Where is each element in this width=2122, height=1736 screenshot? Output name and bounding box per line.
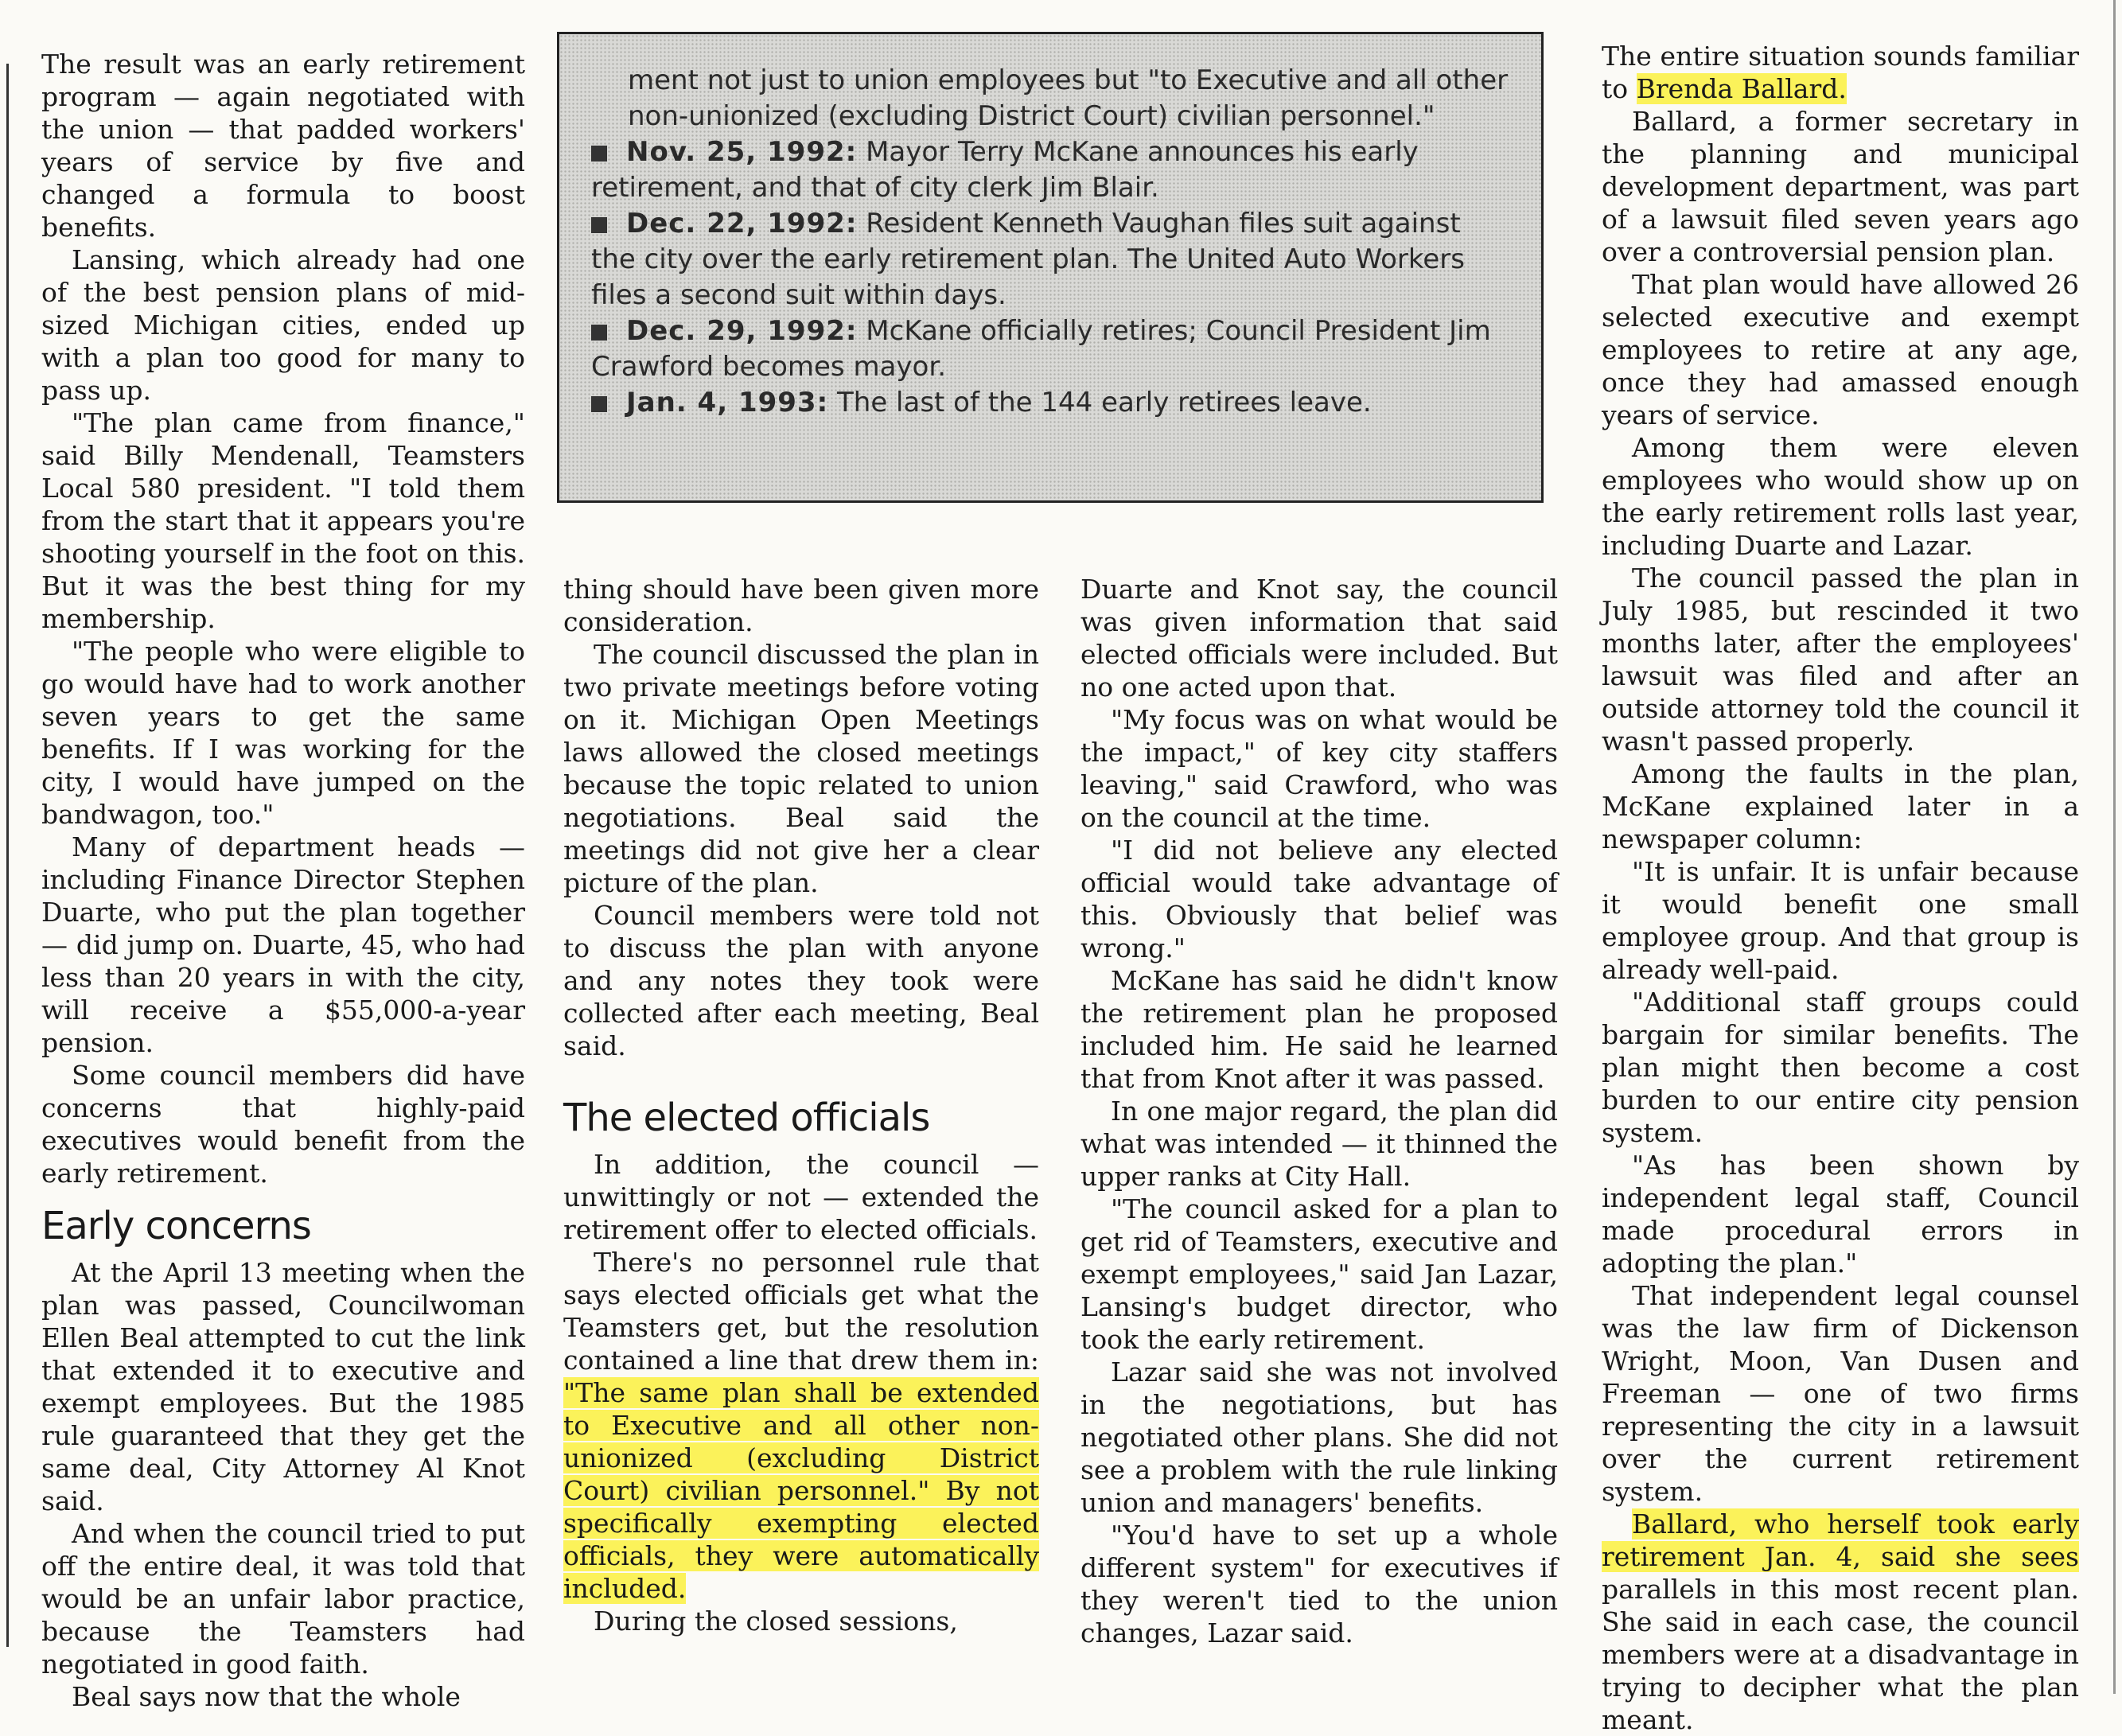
timeline-text: The last of the 144 early retirees leave.: [837, 387, 1372, 418]
paragraph: The result was an early retirement program — again negotiated with the union — that padded workers' years of service by five and changed a formula to boost benefits.: [41, 49, 525, 243]
square-bullet-icon: [591, 325, 607, 341]
paragraph: That plan would have allowed 26 selected executive and exempt employees to retire at any age, once they had amassed enough years of service.: [1602, 269, 2079, 430]
timeline-date: Dec. 22, 1992:: [626, 208, 858, 239]
paragraph: Council members were told not to discuss the plan with anyone and any notes they took were collected after each meeting, Beal said.: [563, 900, 1039, 1061]
highlighted-quote: Ballard, who herself took early retirement Jan. 4, said she sees: [1602, 1508, 2079, 1572]
paragraph: "You'd have to set up a whole different system" for executives if they weren't tied to the union changes, Lazar said.: [1080, 1520, 1558, 1648]
paragraph: "My focus was on what would be the impact," of key city staffers leaving," said Crawford, who was on the council at the time.: [1080, 704, 1558, 833]
square-bullet-icon: [591, 396, 607, 412]
timeline-text: McKane officially retires; Council President Jim Crawford becomes mayor.: [591, 315, 1491, 383]
paragraph: thing should have been given more consideration.: [563, 574, 1039, 637]
timeline-date: Nov. 25, 1992:: [626, 136, 858, 168]
section-heading: Early concerns: [41, 1204, 311, 1248]
square-bullet-icon: [591, 217, 607, 233]
paragraph-text: The entire situation sounds familiar to: [1602, 41, 2079, 104]
article-column-4: [1602, 40, 2079, 1736]
paragraph: Lazar said she was not involved in the negotiations, but has negotiated other plans. She did not see a problem with the rule linking union and managers' benefits.: [1080, 1356, 1558, 1518]
paragraph: At the April 13 meeting when the plan was passed, Councilwoman Ellen Beal attempted to cut the link that extended it to executive and exempt employees. But the 1985 rule guaranteed that they get the same deal, City Attorney Al Knot said.: [41, 1257, 525, 1516]
paragraph: Ballard, a former secretary in the planning and municipal development department, was part of a lawsuit filed seven years ago over a controversial pension plan.: [1602, 106, 2079, 267]
paragraph: Beal says now that the whole: [72, 1681, 461, 1712]
paragraph: Duarte and Knot say, the council was given information that said elected officials were included. But no one acted upon that.: [1080, 574, 1558, 703]
timeline-sidebar-box: [557, 32, 1544, 503]
paragraph: "As has been shown by independent legal staff, Council made procedural errors in adopting the plan.": [1602, 1150, 2079, 1279]
timeline-text: Resident Kenneth Vaughan files suit against the city over the early retirement plan. The United Auto Workers files a second suit within days.: [591, 208, 1465, 311]
article-column-3: [1080, 573, 1558, 1649]
paragraph: And when the council tried to put off the entire deal, it was told that would be an unfair labor practice, because the Teamsters had negotiated in good faith.: [41, 1518, 525, 1680]
timeline-date: Jan. 4, 1993:: [626, 387, 829, 418]
timeline-continuation: ment not just to union employees but "to Executive and all other non-unionized (excluding District Court) civilian personnel.": [628, 64, 1509, 132]
timeline-item: [591, 206, 1509, 313]
paragraph: "The council asked for a plan to get rid of Teamsters, executive and exempt employees," said Jan Lazar, Lansing's budget director, who took the early retirement.: [1080, 1193, 1558, 1355]
right-page-edge: [2113, 0, 2116, 1694]
paragraph: The council passed the plan in July 1985, but rescinded it two months later, after the employees' lawsuit was filed and after an outside attorney told the council it wasn't passed properly.: [1602, 562, 2079, 757]
timeline-date: Dec. 29, 1992:: [626, 315, 858, 347]
paragraph: In one major regard, the plan did what was intended — it thinned the upper ranks at City Hall.: [1080, 1096, 1558, 1192]
paragraph: Among the faults in the plan, McKane explained later in a newspaper column:: [1602, 758, 2079, 854]
paragraph: During the closed sessions,: [594, 1606, 958, 1637]
section-heading: The elected officials: [563, 1096, 930, 1140]
paragraph: In addition, the council — unwittingly or not — extended the retirement offer to elected officials.: [563, 1149, 1039, 1245]
paragraph: "Additional staff groups could bargain for similar benefits. The plan might then become a cost burden to our entire city pension system.: [1602, 987, 2079, 1148]
paragraph: [563, 1246, 1039, 1605]
paragraph: "I did not believe any elected official would take advantage of this. Obviously that belief was wrong.": [1080, 835, 1558, 963]
paragraph: McKane has said he didn't know the retirement plan he proposed included him. He said he learned that from Knot after it was passed.: [1080, 965, 1558, 1094]
article-column-1: [41, 48, 525, 1713]
paragraph: Lansing, which already had one of the best pension plans of mid-sized Michigan cities, ended up with a plan too good for many to pass up.: [41, 244, 525, 406]
highlighted-quote: "The same plan shall be extended to Executive and all other non-unionized (excluding District Court) civilian personnel." By not specifically exempting elected officials, they were automatically included.: [563, 1377, 1039, 1604]
paragraph: [1602, 40, 2079, 105]
timeline-item: [591, 385, 1509, 421]
article-column-2: [563, 573, 1039, 1637]
paragraph-text: There's no personnel rule that says elected officials get what the Teamsters get, but the resolution contained a line that drew them in:: [563, 1247, 1039, 1376]
highlighted-name: Brenda Ballard.: [1636, 73, 1847, 104]
timeline-item: [591, 313, 1509, 385]
paragraph: That independent legal counsel was the law firm of Dickenson Wright, Moon, Van Dusen and Freeman — one of two firms representing the city in a lawsuit over the current retirement system.: [1602, 1280, 2079, 1507]
paragraph-text: parallels in this most recent plan. She said in each case, the council members were at a disadvantage in trying to decipher what the plan meant.: [1602, 1574, 2079, 1735]
paragraph: The council discussed the plan in two private meetings before voting on it. Michigan Open Meetings laws allowed the closed meetings because the topic related to union negotiations. Beal said the meetings did not give her a clear picture of the plan.: [563, 639, 1039, 898]
paragraph: Among them were eleven employees who would show up on the early retirement rolls last year, including Duarte and Lazar.: [1602, 432, 2079, 561]
left-page-edge: [6, 64, 9, 1647]
paragraph: "The people who were eligible to go would have had to work another seven years to get the same benefits. If I was working for the city, I would have jumped on the bandwagon, too.": [41, 636, 525, 830]
paragraph: Some council members did have concerns that highly-paid executives would benefit from the early retirement.: [41, 1060, 525, 1189]
paragraph: "The plan came from finance," said Billy Mendenall, Teamsters Local 580 president. "I told them from the start that it appears you're shooting yourself in the foot on this. But it was the best thing for my membership.: [41, 407, 525, 634]
paragraph: [1602, 1508, 2079, 1736]
timeline-text: Mayor Terry McKane announces his early retirement, and that of city clerk Jim Blair.: [591, 136, 1419, 204]
square-bullet-icon: [591, 146, 607, 162]
paragraph: Many of department heads — including Finance Director Stephen Duarte, who put the plan together — did jump on. Duarte, 45, who had less than 20 years in with the city, will receive a $55,000-a-year pension.: [41, 831, 525, 1058]
timeline-item: [591, 134, 1509, 206]
paragraph: "It is unfair. It is unfair because it would benefit one small employee group. And that group is already well-paid.: [1602, 856, 2079, 985]
